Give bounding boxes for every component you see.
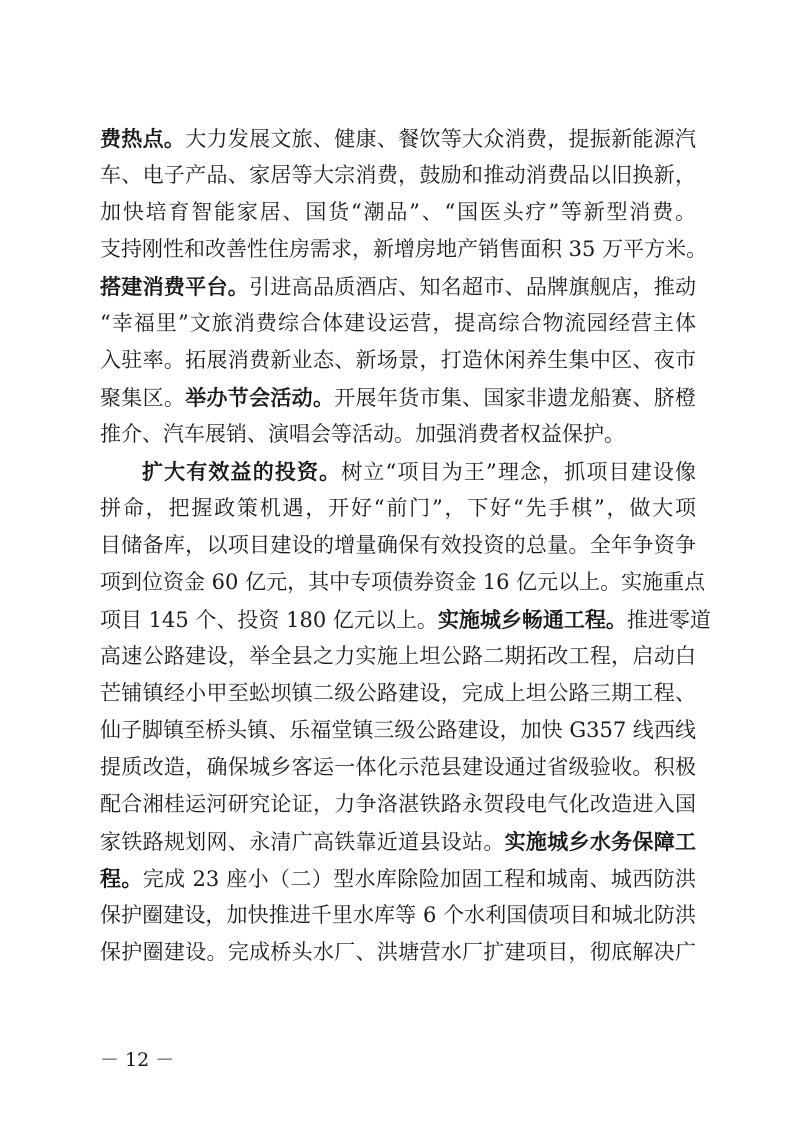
body-text-segment: 树立“项目为王”理念，抓项目建设像 — [341, 460, 696, 484]
body-text — [100, 120, 711, 971]
text-line — [100, 342, 696, 379]
body-text-segment: “幸福里”文旅消费综合体建设运营，提高综合物流园经营主体 — [100, 311, 696, 335]
text-line — [100, 490, 696, 527]
body-text-segment: 保护圈建设，加快推进千里水库等 6 个水利国债项目和城北防洪 — [100, 903, 696, 927]
body-text-segment: 支持刚性和改善性住房需求，新增房地产销售面积 35 万平方米。 — [100, 237, 708, 261]
text-line — [100, 638, 696, 675]
text-line — [100, 157, 696, 194]
page-number: － 12 － — [100, 1049, 175, 1071]
body-text-segment: 完成 23 座小（二）型水库除险加固工程和城南、城西防洪 — [142, 867, 697, 891]
body-text-segment: 目储备库，以项目建设的增量确保有效投资的总量。全年争资争 — [100, 533, 696, 557]
body-text-segment: 提质改造，确保城乡客运一体化示范县建设通过省级验收。积极 — [100, 755, 696, 779]
text-line — [100, 268, 696, 305]
text-line — [100, 527, 696, 564]
body-text-segment: 聚集区。 — [100, 386, 186, 410]
body-text-segment: 项目 145 个、投资 180 亿元以上。 — [100, 608, 438, 632]
body-text-segment: 引进高品质酒店、知名超市、品牌旗舰店，推动 — [249, 275, 697, 299]
text-line — [100, 305, 696, 342]
text-line — [100, 823, 696, 860]
text-line — [100, 416, 696, 453]
body-text-segment: 推介、汽车展销、演唱会等活动。加强消费者权益保护。 — [100, 422, 625, 446]
body-text-segment: 大力发展文旅、健康、餐饮等大众消费，提振新能源汽 — [185, 127, 697, 151]
text-line — [100, 453, 696, 490]
body-text-segment: 家铁路规划网、永清广高铁靠近道县设站。 — [100, 830, 505, 854]
body-text-segment: 拼命，把握政策机遇，开好“前门”，下好“先手棋”，做大项 — [100, 496, 696, 520]
bold-heading-text: 扩大有效益的投资。 — [142, 459, 342, 484]
text-line — [100, 231, 708, 268]
body-text-segment: 保护圈建设。完成桥头水厂、洪塘营水厂扩建项目，彻底解决广 — [100, 940, 696, 964]
text-line — [100, 934, 696, 971]
body-text-segment: 仙子脚镇至桥头镇、乐福堂镇三级公路建设，加快 G357 线西线 — [100, 718, 696, 742]
text-line — [100, 120, 696, 157]
text-line — [100, 564, 706, 601]
bold-heading-text: 实施城乡畅通工程。 — [437, 607, 627, 632]
bold-heading-text: 举办节会活动。 — [185, 385, 335, 410]
body-text-segment: 项到位资金 60 亿元，其中专项债券资金 16 亿元以上。实施重点 — [100, 570, 706, 594]
text-line — [100, 194, 696, 231]
text-line — [100, 601, 711, 638]
bold-heading-text: 搭建消费平台。 — [100, 274, 250, 299]
text-line — [100, 379, 696, 416]
body-text-segment: 车、电子产品、家居等大宗消费，鼓励和推动消费品以旧换新， — [100, 163, 696, 187]
bold-heading-text: 实施城乡水务保障工 — [504, 829, 697, 854]
text-line — [100, 712, 696, 749]
body-text-segment: 高速公路建设，举全县之力实施上坦公路二期拓改工程，启动白 — [100, 644, 696, 668]
text-line — [100, 749, 696, 786]
body-text-segment: 加快培育智能家居、国货“潮品”、“国医头疗”等新型消费。 — [100, 200, 696, 224]
text-line — [100, 675, 696, 712]
body-text-segment: 入驻率。拓展消费新业态、新场景，打造休闲养生集中区、夜市 — [100, 348, 696, 372]
body-text-segment: 开展年货市集、国家非遗龙船赛、脐橙 — [334, 386, 697, 410]
body-text-segment: 配合湘桂运河研究论证，力争洛湛铁路永贺段电气化改造进入国 — [100, 792, 696, 816]
text-line — [100, 786, 696, 823]
bold-heading-text: 费热点。 — [100, 126, 186, 151]
bold-heading-text: 程。 — [100, 866, 143, 891]
text-line — [100, 897, 696, 934]
body-text-segment: 芒铺镇经小甲至蚣坝镇二级公路建设，完成上坦公路三期工程、 — [100, 681, 696, 705]
text-line — [100, 860, 696, 897]
body-text-segment: 推进零道 — [626, 608, 711, 632]
